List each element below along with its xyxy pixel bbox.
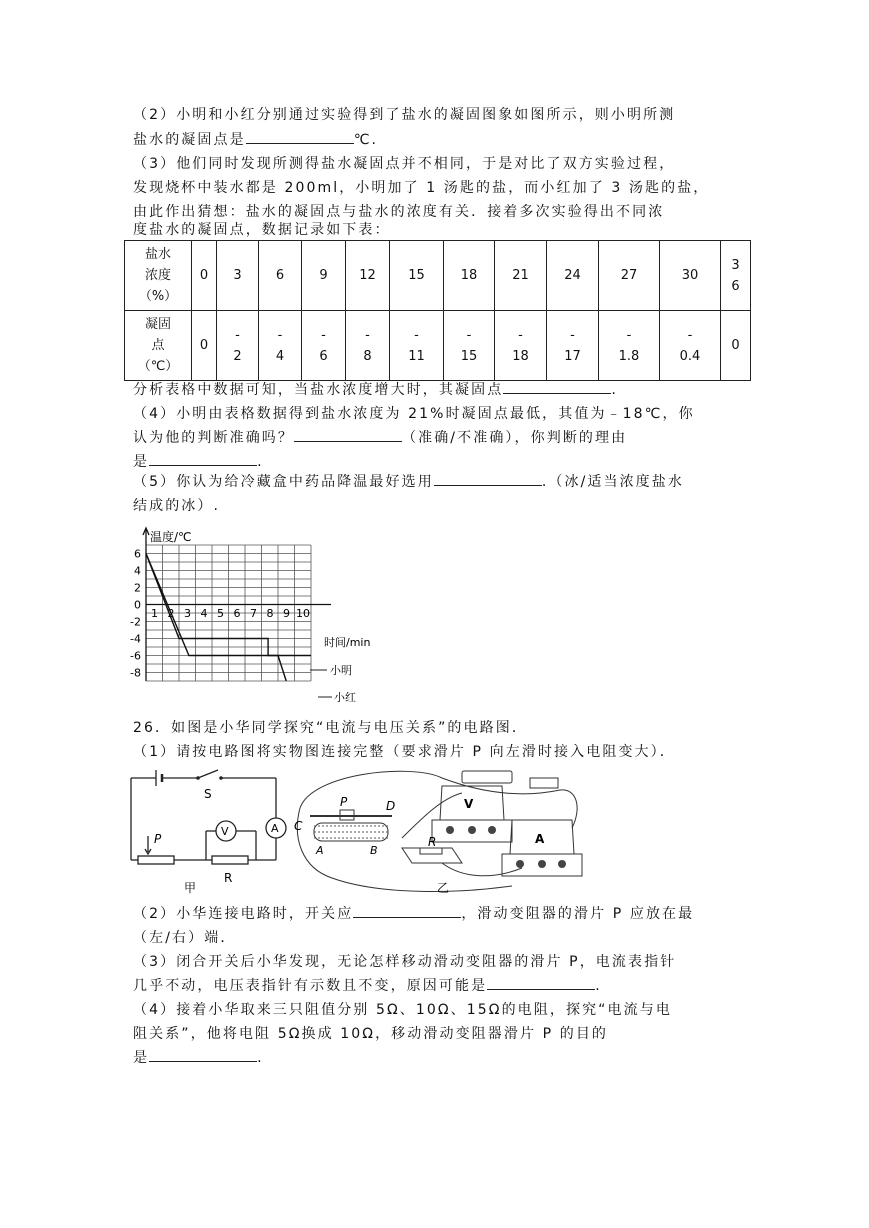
table-cell: 15 [390,241,444,311]
table-cell: 3 [217,241,259,311]
ammeter-dial-label: A [535,832,545,846]
table-cell-text: - [687,327,693,343]
graph-tick-labels [130,548,310,680]
q25-part3-line3: 由此作出猜想：盐水的凝固点与盐水的浓度有关．接着多次实验得出不同浓 [133,204,665,220]
resistor-symbol [212,856,248,864]
answer-blank[interactable] [294,426,402,442]
x-tick-label: 2 [167,607,175,620]
x-tick-label: 3 [184,607,191,620]
q25-analysis-line: 分析表格中数据可知，当盐水浓度增大时，其凝固点 . [133,378,743,402]
answer-blank[interactable] [434,470,542,486]
table-cell [495,311,547,381]
q26-intro: 26．如图是小华同学探究“电流与电压关系”的电路图． [133,720,528,736]
q25-part5-line2: 结成的冰）. [133,498,221,514]
voltmeter-terminal [488,826,496,834]
table-cell: 30 [660,241,721,311]
table-cell-text: - [277,327,283,343]
q26-part3-line2: 几乎不动，电压表指针有示数且不变，原因可能是 . [133,974,743,998]
y-tick-label: -2 [130,615,141,629]
voltmeter-terminal [446,826,454,834]
ammeter-terminal [558,860,566,868]
table-row [125,311,751,381]
table-cell: 6 [259,241,302,311]
y-tick-label: 6 [134,547,141,561]
graph-axes [143,528,331,681]
table-header-cell [125,311,192,381]
table-cell [390,311,444,381]
switch-contact [196,776,200,780]
table-cell-text: 0 [731,338,740,353]
table-cell-text: 8 [363,348,372,364]
y-tick-label: -4 [130,632,141,646]
table-cell-text: - [570,327,575,343]
x-tick-label: 9 [283,607,290,620]
wire-bottom [297,808,512,891]
table-cell-text: - [235,327,240,343]
table-cell-text: 3 [731,257,740,273]
table-cell [259,311,302,381]
x-tick-label: 5 [217,607,224,620]
answer-blank[interactable] [503,378,611,394]
label-rheo-d: D [386,799,396,813]
table-header-text: 盐水 [144,247,171,262]
rheostat-symbol [138,856,174,864]
apparatus-diagram-yi [292,768,584,900]
circuit-diagram-jia [126,768,296,896]
answer-blank[interactable] [487,974,595,990]
switch-contact [219,776,223,780]
table-header-text: 点 [151,338,165,353]
table-cell: 24 [547,241,599,311]
label-rheo-b: B [370,844,378,857]
label-rheo-a: A [316,844,324,857]
voltmeter-terminal [468,826,476,834]
y-tick-label: 4 [134,564,141,578]
q25-part3-line4: 度盐水的凝固点，数据记录如下表： [133,222,391,238]
table-cell-text: 2 [233,348,242,364]
answer-blank[interactable] [353,902,461,918]
caption-jia: 甲 [184,881,197,895]
table-cell-text: 17 [564,348,581,364]
table-header-text: 凝固 [144,317,171,332]
table-cell [346,311,390,381]
x-tick-label: 4 [200,607,208,620]
table-cell-text: 15 [460,348,478,364]
table-header-text: （%） [138,289,178,304]
q26-part2-line1: （2）小华连接电路时，开关应 ，滑动变阻器的滑片 P 应放在最 [133,902,743,926]
label-slider: P [154,832,162,846]
q26-part1: （1）请按电路图将实物图连接完整（要求滑片 P 向左滑时接入电阻变大）． [133,744,676,760]
table-cell [660,311,721,381]
legend-hong: 小红 [334,691,356,704]
table-cell-text: - [518,327,523,343]
legend-ming: 小明 [330,664,352,677]
table-row [125,241,751,311]
table-cell [217,311,259,381]
table-cell: 12 [346,241,390,311]
label-rheo-c: C [294,819,303,833]
table-cell-text: 18 [512,348,529,364]
table-cell-text: 11 [408,348,425,364]
voltmeter-dial-label: V [464,797,474,811]
wire-lower [442,863,522,876]
resistor-base [402,848,462,863]
table-cell-text: - [466,327,472,343]
q26-part2-line2: （左/右）端． [133,930,237,946]
graph-ylabel: 温度/℃ [150,530,192,544]
answer-blank[interactable] [149,1046,257,1062]
label-voltmeter: V [221,825,229,838]
table-cell-text: - [414,327,419,343]
table-cell: 9 [302,241,346,311]
switch-blade [198,770,218,778]
switch-device [530,778,558,788]
table-cell-text: - [365,327,370,343]
table-cell-text: 6 [731,278,740,294]
table-header-text: （℃） [137,359,179,374]
label-switch: S [204,787,212,801]
q25-part4-line1: （4）小明由表格数据得到盐水浓度为 21%时凝固点最低，其值为﹣18℃，你 [133,406,695,422]
answer-blank[interactable] [149,450,257,466]
table-cell [599,311,660,381]
x-tick-label: 1 [151,607,158,620]
q25-part3-line2: 发现烧杯中装水都是 200ml，小明加了 1 汤匙的盐，而小红加了 3 汤匙的盐， [133,180,710,196]
answer-blank[interactable] [246,128,354,144]
table-cell-text: 1.8 [618,348,640,364]
x-tick-label: 8 [266,607,274,620]
label-rheo-p: P [340,795,348,809]
x-tick-label: 6 [233,607,241,620]
graph-xlabel: 时间/min [324,636,371,649]
x-tick-label: 7 [250,607,257,620]
data-table [124,240,751,381]
table-cell: 27 [599,241,660,311]
table-cell-text: - [321,327,326,343]
table-cell-text: 4 [275,348,285,364]
table-cell [192,311,217,381]
q25-part2-line1: （2）小明和小红分别通过实验得到了盐水的凝固图象如图所示，则小明所测 [133,107,676,123]
q25-part2-line2: 盐水的凝固点是 ℃. [133,128,743,152]
q25-part5-line1: （5）你认为给冷藏盒中药品降温最好选用 .（冰/适当浓度盐水 [133,470,743,494]
q26-part3-line1: （3）闭合开关后小华发现，无论怎样移动滑动变阻器的滑片 P，电流表指针 [133,954,677,970]
table-header-text: 浓度 [144,268,171,283]
table-cell [721,311,751,381]
q25-part3-line1: （3）他们同时发现所测得盐水凝固点并不相同，于是对比了双方实验过程， [133,156,676,172]
y-tick-label: 2 [134,581,141,595]
table-cell [302,311,346,381]
table-cell-text: 0.4 [679,348,701,364]
table-cell [444,311,495,381]
table-cell [721,241,751,311]
y-tick-label: -6 [130,649,141,663]
battery-box [462,771,512,783]
ammeter-terminal [516,860,524,868]
q25-part4-line3: 是 . [133,450,743,474]
table-header-cell [125,241,192,311]
q26-part4-line2: 阻关系”，他将电阻 5Ω换成 10Ω，移动滑动变阻器滑片 P 的目的 [133,1026,609,1042]
x-tick-label: 10 [296,607,310,620]
label-ammeter: A [271,822,279,835]
label-res-r: R [428,835,437,849]
table-cell-text: 0 [199,338,209,353]
y-tick-label: 0 [134,598,141,612]
table-cell-text: 6 [319,348,328,364]
q26-part4-line1: （4）接着小华取来三只阻值分别 5Ω、10Ω、15Ω的电阻，探究“电流与电 [133,1002,672,1018]
table-cell: 21 [495,241,547,311]
table-cell: 18 [444,241,495,311]
q26-part4-line3: 是 . [133,1046,743,1070]
q25-part4-line2: 认为他的判断准确吗？ （准确/不准确），你判断的理由 [133,426,743,450]
table-cell-text: - [626,327,632,343]
freezing-graph [128,525,390,710]
table-cell: 0 [192,241,217,311]
y-tick-label: -8 [130,666,141,680]
label-resistor: R [224,871,233,885]
caption-yi: 乙 [437,881,450,895]
table-cell [547,311,599,381]
ammeter-terminal [538,860,546,868]
